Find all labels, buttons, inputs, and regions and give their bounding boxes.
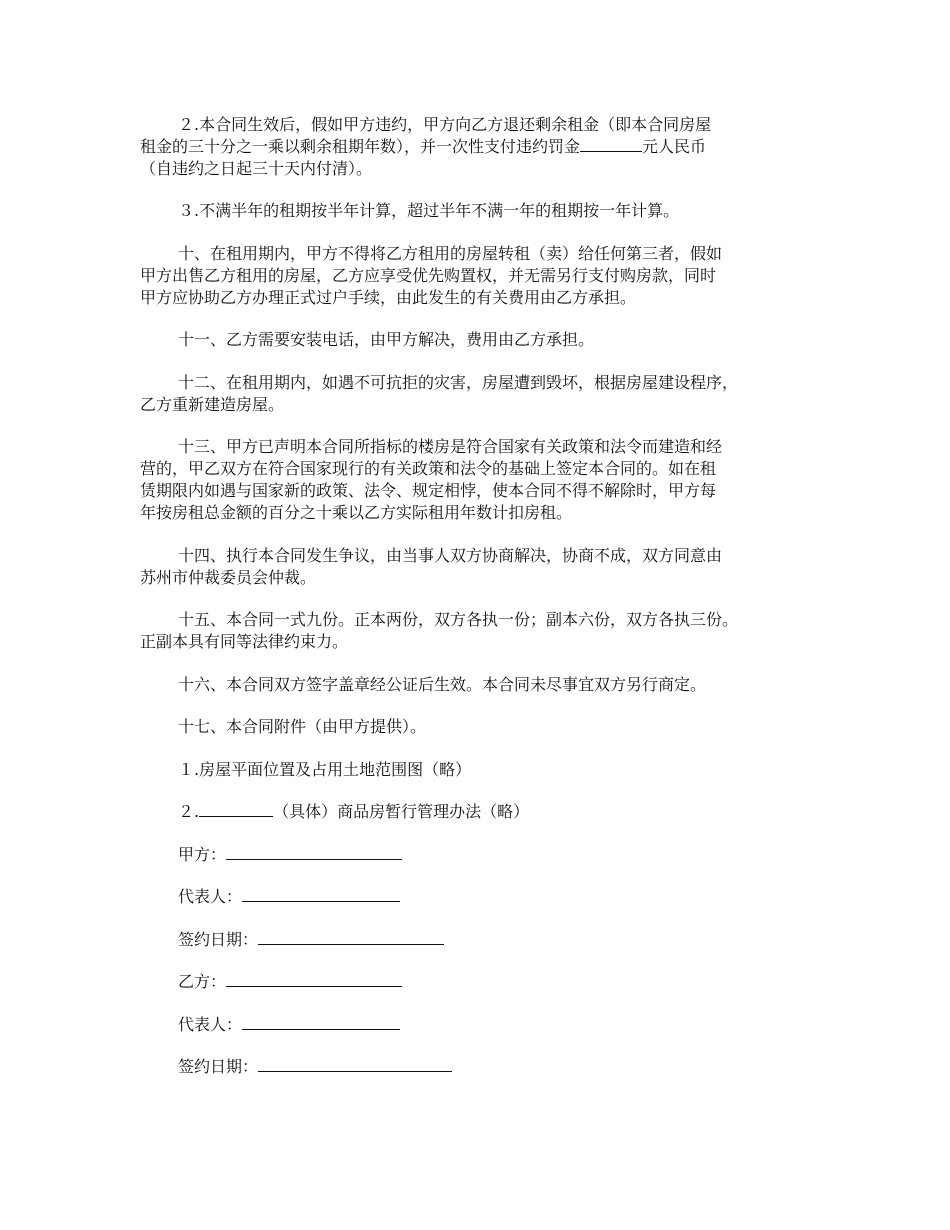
clause-10-line-3: 甲方应协助乙方办理正式过户手续，由此发生的有关费用由乙方承担。	[140, 288, 637, 307]
attachment-2-blank[interactable]	[199, 802, 273, 817]
clause-2-text: 租金的三十分之一乘以剩余租期年数），并一次性支付违约罚金	[140, 137, 581, 156]
party-a-blank[interactable]	[226, 845, 402, 860]
clause-2-text-tail: 元人民币	[642, 137, 707, 156]
rep-b-blank[interactable]	[242, 1015, 400, 1030]
rep-b-label: 代表人：	[178, 1015, 243, 1034]
date-a-label: 签约日期：	[178, 930, 259, 949]
clause-2-line-2	[140, 136, 820, 158]
rep-a-blank[interactable]	[242, 887, 400, 902]
date-b-label: 签约日期：	[178, 1057, 259, 1076]
attachment-1: １.房屋平面位置及占用土地范围图（略）	[178, 760, 472, 779]
date-a-blank[interactable]	[258, 930, 444, 945]
signature-date-a	[178, 929, 818, 951]
clause-16: 十六、本合同双方签字盖章经公证后生效。本合同未尽事宜双方另行商定。	[178, 675, 707, 694]
signature-date-b	[178, 1056, 818, 1078]
party-b-label: 乙方：	[178, 972, 227, 991]
date-b-blank[interactable]	[258, 1057, 452, 1072]
signature-party-b	[178, 971, 818, 993]
penalty-amount-blank[interactable]	[580, 137, 642, 152]
rep-a-label: 代表人：	[178, 887, 243, 906]
clause-10-line-1: 十、在租用期内，甲方不得将乙方租用的房屋转租（卖）给任何第三者，假如	[178, 244, 723, 263]
attachment-2-text: （具体）商品房暂行管理办法（略）	[273, 802, 530, 821]
clause-2-line-1: ２.本合同生效后，假如甲方违约，甲方向乙方退还剩余租金（即本合同房屋	[178, 115, 712, 134]
clause-11: 十一、乙方需要安装电话，由甲方解决，费用由乙方承担。	[178, 330, 595, 349]
clause-13-line-3: 赁期限内如遇与国家新的政策、法令、规定相悖，使本合同不得不解除时，甲方每	[140, 481, 717, 500]
party-a-label: 甲方：	[178, 845, 227, 864]
clause-2-line-3: （自违约之日起三十天内付清）。	[140, 159, 373, 178]
clause-10-line-2: 甲方出售乙方租用的房屋，乙方应享受优先购置权，并无需另行支付购房款，同时	[140, 266, 717, 285]
clause-17: 十七、本合同附件（由甲方提供）。	[178, 717, 427, 736]
clause-13-line-2: 营的，甲乙双方在符合国家现行的有关政策和法令的基础上签定本合同的。如在租	[140, 459, 717, 478]
clause-13-line-1: 十三、甲方已声明本合同所指标的楼房是符合国家有关政策和法令而建造和经	[178, 437, 723, 456]
signature-party-a	[178, 844, 818, 866]
clause-15-line-2: 正副本具有同等法律约束力。	[140, 632, 349, 651]
attachment-2-number: ２.	[178, 802, 200, 821]
signature-rep-a	[178, 886, 818, 908]
party-b-blank[interactable]	[226, 972, 402, 987]
signature-rep-b	[178, 1014, 818, 1036]
clause-15-line-1: 十五、本合同一式九份。正本两份，双方各执一份；副本六份，双方各执三份。	[178, 610, 739, 629]
clause-13-line-4: 年按房租总金额的百分之十乘以乙方实际租用年数计扣房租。	[140, 503, 573, 522]
clause-14-line-1: 十四、执行本合同发生争议，由当事人双方协商解决，协商不成，双方同意由	[178, 546, 723, 565]
attachment-2	[178, 801, 818, 823]
clause-12-line-2: 乙方重新建造房屋。	[140, 395, 285, 414]
clause-3: ３.不满半年的租期按半年计算，超过半年不满一年的租期按一年计算。	[178, 201, 680, 220]
clause-14-line-2: 苏州市仲裁委员会仲裁。	[140, 568, 317, 587]
clause-12-line-1: 十二、在租用期内，如遇不可抗拒的灾害，房屋遭到毁坏，根据房屋建设程序，	[178, 373, 739, 392]
